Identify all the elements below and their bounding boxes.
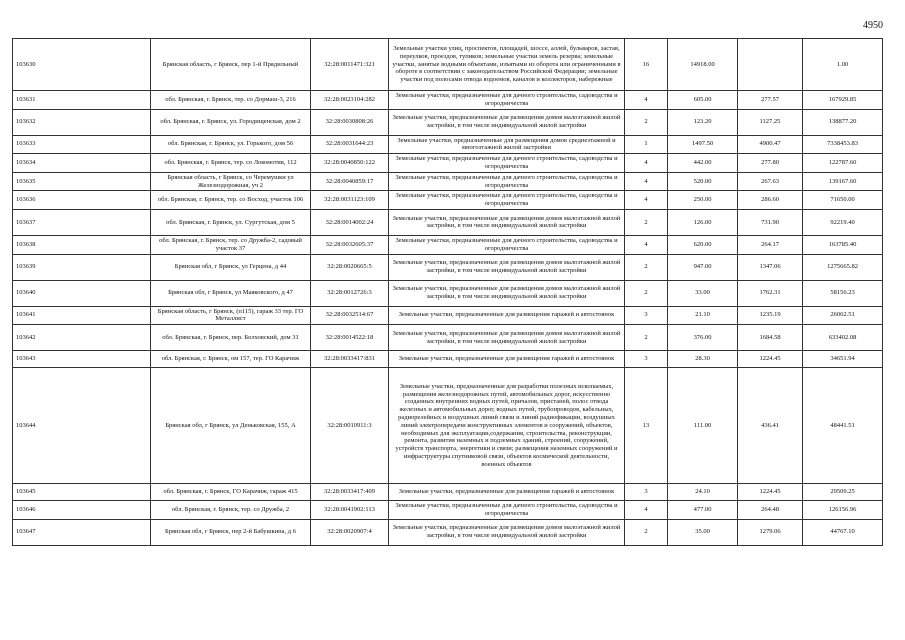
cell-cadastral-value: 138877.20 bbox=[803, 109, 883, 135]
cell-area: 126.00 bbox=[668, 209, 738, 235]
cell-record-id: 103642 bbox=[13, 325, 151, 351]
table-row bbox=[13, 501, 883, 520]
cell-permitted-use: Земельные участки, предназначенные для размещения гаражей и автостоянок bbox=[389, 306, 625, 325]
page-number: 4950 bbox=[863, 20, 883, 31]
cell-address: обл. Брянская, г. Брянск, пер. Болховский, дом 31 bbox=[151, 325, 311, 351]
cell-specific-value: 436.41 bbox=[738, 368, 803, 484]
cell-record-id: 103639 bbox=[13, 254, 151, 280]
cell-use-group: 13 bbox=[625, 368, 668, 484]
cell-cadastral-number: 32:28:0033417:831 bbox=[311, 351, 389, 368]
cell-cadastral-value: 29509.25 bbox=[803, 484, 883, 501]
cell-cadastral-number: 32:28:0020907:4 bbox=[311, 519, 389, 545]
cell-cadastral-value: 163785.40 bbox=[803, 235, 883, 254]
cell-permitted-use: Земельные участки, предназначенные для дачного строительства, садоводства и огородничества bbox=[389, 191, 625, 210]
cell-specific-value: 286.60 bbox=[738, 191, 803, 210]
cell-area: 250.00 bbox=[668, 191, 738, 210]
cell-cadastral-number: 32:28:0014522:18 bbox=[311, 325, 389, 351]
cell-cadastral-number: 32:28:0012726:3 bbox=[311, 280, 389, 306]
cell-specific-value: 1684.58 bbox=[738, 325, 803, 351]
cell-address: обл. Брянская, г. Брянск, ул. Горького, дом 56 bbox=[151, 135, 311, 154]
cell-specific-value: 264.48 bbox=[738, 501, 803, 520]
cell-use-group: 2 bbox=[625, 280, 668, 306]
cell-specific-value: 1762.31 bbox=[738, 280, 803, 306]
cell-area: 21.10 bbox=[668, 306, 738, 325]
cell-specific-value: 264.17 bbox=[738, 235, 803, 254]
cell-specific-value: 277.57 bbox=[738, 91, 803, 110]
cell-permitted-use: Земельные участки, предназначенные для дачного строительства, садоводства и огородничества bbox=[389, 501, 625, 520]
cell-address: обл. Брянская, г. Брянск, ГО Карачиж, гараж 415 bbox=[151, 484, 311, 501]
cell-permitted-use: Земельные участки, предназначенные для размещения домов малоэтажной жилой застройки, в том числе индивидуальной жилой застройки bbox=[389, 325, 625, 351]
cell-record-id: 103632 bbox=[13, 109, 151, 135]
cell-specific-value: 1224.45 bbox=[738, 484, 803, 501]
cell-area: 123.20 bbox=[668, 109, 738, 135]
cell-specific-value: 1235.19 bbox=[738, 306, 803, 325]
cell-cadastral-value: 122787.60 bbox=[803, 154, 883, 173]
cell-address: Брянская обл, г Брянск, ул Деньковская, 155, А bbox=[151, 368, 311, 484]
cell-use-group: 4 bbox=[625, 154, 668, 173]
cell-permitted-use: Земельные участки, предназначенные для размещения домов малоэтажной жилой застройки, в том числе индивидуальной жилой застройки bbox=[389, 254, 625, 280]
cell-cadastral-value: 71650.00 bbox=[803, 191, 883, 210]
cell-use-group: 16 bbox=[625, 39, 668, 91]
cell-permitted-use: Земельные участки, предназначенные для дачного строительства, садоводства и огородничества bbox=[389, 172, 625, 191]
cell-cadastral-number: 32:28:0033417:409 bbox=[311, 484, 389, 501]
cell-use-group: 3 bbox=[625, 484, 668, 501]
cell-permitted-use: Земельные участки, предназначенные для размещения гаражей и автостоянок bbox=[389, 484, 625, 501]
cell-address: Брянская область, г Брянск, пер 1-й Прядильный bbox=[151, 39, 311, 91]
cell-area: 1497.50 bbox=[668, 135, 738, 154]
cell-cadastral-number: 32:28:0020665:5 bbox=[311, 254, 389, 280]
cell-address: обл. Брянская, г. Брянск, тер. со Дормаш-3, 216 bbox=[151, 91, 311, 110]
cell-permitted-use: Земельные участки, предназначенные для размещения гаражей и автостоянок bbox=[389, 351, 625, 368]
cell-address: обл. Брянская, г. Брянск, ул. Городищенская, дом 2 bbox=[151, 109, 311, 135]
cell-specific-value: 1224.45 bbox=[738, 351, 803, 368]
cell-record-id: 103633 bbox=[13, 135, 151, 154]
cell-record-id: 103637 bbox=[13, 209, 151, 235]
cell-record-id: 103631 bbox=[13, 91, 151, 110]
cell-permitted-use: Земельные участки, предназначенные для размещения домов малоэтажной жилой застройки, в том числе индивидуальной жилой застройки bbox=[389, 280, 625, 306]
table-row bbox=[13, 109, 883, 135]
cell-address: Брянская область, г Брянск, со Черемушки ул Железнодорожная, уч 2 bbox=[151, 172, 311, 191]
cell-cadastral-value: 92219.40 bbox=[803, 209, 883, 235]
cell-record-id: 103645 bbox=[13, 484, 151, 501]
cell-area: 605.00 bbox=[668, 91, 738, 110]
cell-permitted-use: Земельные участки, предназначенные для размещения домов малоэтажной жилой застройки, в том числе индивидуальной жилой застройки bbox=[389, 209, 625, 235]
table-row bbox=[13, 91, 883, 110]
table-row bbox=[13, 135, 883, 154]
cell-cadastral-number: 32:28:0031123:109 bbox=[311, 191, 389, 210]
cell-cadastral-number: 32:28:0030808:26 bbox=[311, 109, 389, 135]
table-row bbox=[13, 351, 883, 368]
cell-address: обл. Брянская, г. Брянск, тер. со Восход, участок 106 bbox=[151, 191, 311, 210]
cell-cadastral-value: 7338453.83 bbox=[803, 135, 883, 154]
cell-cadastral-value: 167929.85 bbox=[803, 91, 883, 110]
cell-cadastral-number: 32:28:0041902:113 bbox=[311, 501, 389, 520]
cell-cadastral-value: 1275665.82 bbox=[803, 254, 883, 280]
cell-address: обл. Брянская, г. Брянск, тер. со Дружба, 2 bbox=[151, 501, 311, 520]
cell-area: 111.00 bbox=[668, 368, 738, 484]
cell-cadastral-value: 633402.08 bbox=[803, 325, 883, 351]
cell-use-group: 4 bbox=[625, 191, 668, 210]
cell-cadastral-value: 1.00 bbox=[803, 39, 883, 91]
table-row bbox=[13, 209, 883, 235]
cell-use-group: 2 bbox=[625, 519, 668, 545]
cell-use-group: 4 bbox=[625, 501, 668, 520]
cell-area: 24.10 bbox=[668, 484, 738, 501]
cell-use-group: 2 bbox=[625, 209, 668, 235]
cell-record-id: 103630 bbox=[13, 39, 151, 91]
cell-area: 33.00 bbox=[668, 280, 738, 306]
cell-use-group: 3 bbox=[625, 306, 668, 325]
table-row bbox=[13, 154, 883, 173]
cell-address: Брянская обл, г Брянск, пер 2-й Бабушкина, д 6 bbox=[151, 519, 311, 545]
cell-area: 442.00 bbox=[668, 154, 738, 173]
cell-specific-value: 731.90 bbox=[738, 209, 803, 235]
cell-specific-value: 277.80 bbox=[738, 154, 803, 173]
cell-area: 947.00 bbox=[668, 254, 738, 280]
cell-area: 477.00 bbox=[668, 501, 738, 520]
cell-record-id: 103641 bbox=[13, 306, 151, 325]
cell-cadastral-number: 32:28:0031644:23 bbox=[311, 135, 389, 154]
cell-cadastral-number: 32:28:0040850:122 bbox=[311, 154, 389, 173]
cell-record-id: 103634 bbox=[13, 154, 151, 173]
cell-cadastral-number: 32:28:0011471:321 bbox=[311, 39, 389, 91]
cell-address: Брянская обл, г Брянск, ул Герцена, д 44 bbox=[151, 254, 311, 280]
cell-record-id: 103635 bbox=[13, 172, 151, 191]
table-row bbox=[13, 484, 883, 501]
cell-cadastral-value: 34651.94 bbox=[803, 351, 883, 368]
cell-record-id: 103643 bbox=[13, 351, 151, 368]
cell-address: Брянская область, г Брянск, (п115), гараж 33 тер. ГО Металлист bbox=[151, 306, 311, 325]
table-row bbox=[13, 191, 883, 210]
cell-specific-value: 1279.06 bbox=[738, 519, 803, 545]
cell-use-group: 1 bbox=[625, 135, 668, 154]
cell-address: Брянская обл, г Брянск, ул Маяковского, д 47 bbox=[151, 280, 311, 306]
cell-record-id: 103644 bbox=[13, 368, 151, 484]
cell-cadastral-number: 32:28:0023104:282 bbox=[311, 91, 389, 110]
cell-specific-value: 1127.25 bbox=[738, 109, 803, 135]
cell-cadastral-value: 26062.51 bbox=[803, 306, 883, 325]
cell-cadastral-value: 58156.23 bbox=[803, 280, 883, 306]
cell-use-group: 4 bbox=[625, 235, 668, 254]
cell-use-group: 2 bbox=[625, 325, 668, 351]
cell-area: 620.00 bbox=[668, 235, 738, 254]
cell-permitted-use: Земельные участки, предназначенные для дачного строительства, садоводства и огородничества bbox=[389, 91, 625, 110]
cell-specific-value: 4900.47 bbox=[738, 135, 803, 154]
cell-use-group: 3 bbox=[625, 351, 668, 368]
cell-permitted-use: Земельные участки улиц, проспектов, площадей, шоссе, аллей, бульваров, застав, переулков, проездов, тупиков; земельные участки земель резерва; земельные участки, занятые водными объектами, изъятыми из оборота или ограниченными в обороте в соответствии с законодательством Российской Федерации; земельные участки под полосами отвода водоемов, каналов и коллекторов, набережные bbox=[389, 39, 625, 91]
cell-address: обл. Брянская, г. Брянск, ом 157, тер. ГО Карачиж bbox=[151, 351, 311, 368]
cell-address: обл. Брянская, г. Брянск, ул. Сургутская, дом 5 bbox=[151, 209, 311, 235]
cell-address: обл. Брянская, г. Брянск, тер. со Дружба-2, садовый участок 37 bbox=[151, 235, 311, 254]
cell-specific-value: 1347.06 bbox=[738, 254, 803, 280]
cell-record-id: 103640 bbox=[13, 280, 151, 306]
cell-area: 376.00 bbox=[668, 325, 738, 351]
cell-cadastral-value: 48441.51 bbox=[803, 368, 883, 484]
table-row bbox=[13, 39, 883, 91]
cell-record-id: 103636 bbox=[13, 191, 151, 210]
table-row bbox=[13, 306, 883, 325]
cadastral-valuation-table bbox=[12, 38, 883, 546]
cell-area: 14918.00 bbox=[668, 39, 738, 91]
cell-specific-value: 267.63 bbox=[738, 172, 803, 191]
table-row bbox=[13, 235, 883, 254]
cell-permitted-use: Земельные участки, предназначенные для дачного строительства, садоводства и огородничества bbox=[389, 235, 625, 254]
cell-permitted-use: Земельные участки, предназначенные для разработки полезных ископаемых, размещения железнодорожных путей, автомобильных дорог, искусственно созданных внутренних водных путей, причалов, пристаней, полос отвода железных и автомобильных дорог, водных путей, трубопроводов, кабельных, радиорелейных и воздушных линий связи и линий радиофикации, воздушных линий электропередачи конструктивных элементов и сооружений, объектов, необходимых для эксплуатации,содержания, строительства, реконструкции, ремонта, развития наземных и подземных зданий, строений, сооружений, устройств транспорта, энергетики и связи; размещения наземных сооружений и инфраструктуры спутниковой связи, объектов космической деятельности, военных объектов bbox=[389, 368, 625, 484]
cell-cadastral-number: 32:28:0014002:24 bbox=[311, 209, 389, 235]
table-row bbox=[13, 172, 883, 191]
cell-use-group: 2 bbox=[625, 254, 668, 280]
table-row bbox=[13, 325, 883, 351]
table-row bbox=[13, 254, 883, 280]
cell-permitted-use: Земельные участки, предназначенные для размещения домов малоэтажной жилой застройки, в том числе индивидуальной жилой застройки bbox=[389, 109, 625, 135]
cell-use-group: 4 bbox=[625, 91, 668, 110]
table-row bbox=[13, 280, 883, 306]
cell-specific-value bbox=[738, 39, 803, 91]
cell-cadastral-number: 32:28:0032605:37 bbox=[311, 235, 389, 254]
cell-use-group: 2 bbox=[625, 109, 668, 135]
cell-record-id: 103647 bbox=[13, 519, 151, 545]
cell-address: обл. Брянская, г. Брянск, тер. со Локомотив, 112 bbox=[151, 154, 311, 173]
cell-permitted-use: Земельные участки, предназначенные для размещения домов среднеэтажной и многоэтажной жилой застройки bbox=[389, 135, 625, 154]
cell-cadastral-value: 139167.60 bbox=[803, 172, 883, 191]
cell-cadastral-number: 32:28:0040859:17 bbox=[311, 172, 389, 191]
cell-cadastral-number: 32:28:0032514:67 bbox=[311, 306, 389, 325]
table-body bbox=[13, 39, 883, 546]
cell-record-id: 103646 bbox=[13, 501, 151, 520]
cell-permitted-use: Земельные участки, предназначенные для размещения домов малоэтажной жилой застройки, в том числе индивидуальной жилой застройки bbox=[389, 519, 625, 545]
table-row bbox=[13, 368, 883, 484]
cell-use-group: 4 bbox=[625, 172, 668, 191]
cell-record-id: 103638 bbox=[13, 235, 151, 254]
cell-permitted-use: Земельные участки, предназначенные для дачного строительства, садоводства и огородничества bbox=[389, 154, 625, 173]
cell-area: 520.00 bbox=[668, 172, 738, 191]
cell-cadastral-value: 126156.96 bbox=[803, 501, 883, 520]
cell-cadastral-number: 32:28:0010911:3 bbox=[311, 368, 389, 484]
cell-area: 28.30 bbox=[668, 351, 738, 368]
table-row bbox=[13, 519, 883, 545]
cell-cadastral-value: 44767.10 bbox=[803, 519, 883, 545]
cell-area: 35.00 bbox=[668, 519, 738, 545]
